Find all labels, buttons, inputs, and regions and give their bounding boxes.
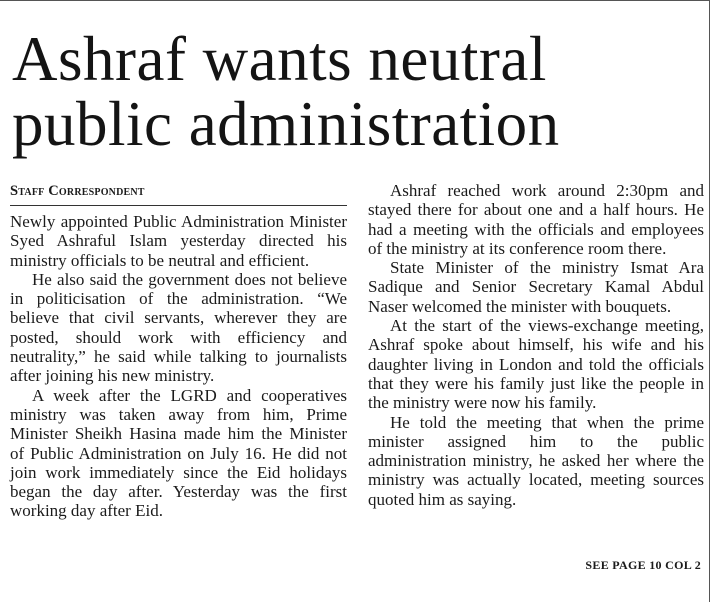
left-column — [10, 181, 347, 521]
paragraph: Ashraf reached work around 2:30pm and stayed there for about one and a half hours. He had a meeting with the officials and employees of the ministry at its conference room there. — [368, 181, 704, 258]
paragraph: State Minister of the ministry Ismat Ara Sadique and Senior Secretary Kamal Abdul Naser welcomed the minister with bouquets. — [368, 258, 704, 316]
paragraph: A week after the LGRD and cooperatives ministry was taken away from him, Prime Minister Sheikh Hasina made him the Minister of Public Administration on July 16. He did not join work immediately since the Eid holidays began the day after. Yesterday was the first working day after Eid. — [10, 385, 347, 521]
paragraph: Newly appointed Public Administration Minister Syed Ashraful Islam yesterday directed his ministry officials to be neutral and efficient. — [10, 212, 347, 270]
right-column — [368, 181, 704, 509]
paragraph: He also said the government does not believe in politicisation of the administration. “We believe that civil servants, wherever they are posted, should work with efficiency and neutrality,” he said while talking to journalists after joining his new ministry. — [10, 269, 347, 386]
headline: Ashraf wants neutral public administration — [12, 24, 560, 159]
continued-on-page-line: SEE PAGE 10 COL 2 — [585, 558, 701, 572]
paragraph: At the start of the views-exchange meeting, Ashraf spoke about himself, his wife and his daughter living in London and told the officials that they were his family just like the people in the ministry were now his family. — [368, 316, 704, 413]
paragraph: He told the meeting that when the prime minister assigned him to the public administration ministry, he asked her where the ministry was actually located, meeting sources quoted him as saying. — [368, 412, 704, 509]
byline: Staff Correspondent — [10, 181, 347, 206]
